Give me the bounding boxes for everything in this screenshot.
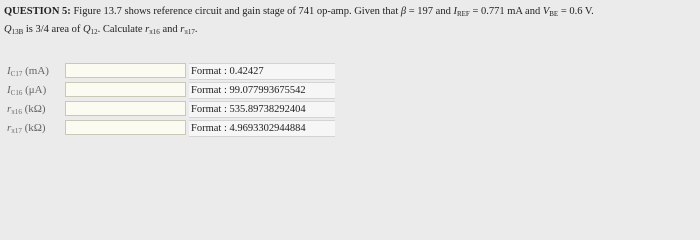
answer-label — [7, 102, 65, 120]
rpi17-symbol: r — [180, 24, 185, 35]
question-text-part: is 3/4 area of — [23, 24, 84, 35]
vbe-subscript: BE — [549, 10, 559, 18]
question-text-part: Figure 13.7 shows reference circuit and gain stage of 741 op-amp. Given that — [73, 6, 401, 17]
answer-label — [7, 64, 65, 82]
format-hint: Format : 99.077993675542 — [189, 82, 335, 99]
question-text-part: . Calculate — [97, 24, 146, 35]
question-text-part: . — [194, 24, 198, 35]
q13b-symbol: Q — [4, 24, 12, 35]
q12-subscript: 12 — [90, 28, 98, 36]
label-subscript: C16 — [10, 89, 23, 97]
answer-label — [7, 83, 65, 101]
beta-symbol: β — [400, 6, 407, 17]
answer-row-ic16 — [7, 82, 407, 99]
label-unit: (mA) — [22, 65, 49, 77]
label-symbol: I — [7, 65, 11, 77]
iref-subscript: REF — [456, 10, 470, 18]
label-subscript: C17 — [10, 70, 23, 78]
format-hint: Format : 535.89738292404 — [189, 101, 335, 118]
iref-symbol: I — [453, 6, 457, 17]
rpi16-input[interactable] — [65, 101, 186, 116]
label-unit: (μA) — [22, 84, 47, 96]
question-number: QUESTION 5: — [4, 6, 71, 17]
answer-row-rpi16 — [7, 101, 407, 118]
label-symbol: r — [7, 122, 12, 134]
question-text — [4, 4, 694, 40]
answer-row-ic17 — [7, 63, 407, 80]
vbe-symbol: V — [542, 6, 550, 17]
ic17-input[interactable] — [65, 63, 186, 78]
label-subscript: π17 — [11, 127, 22, 135]
label-unit: (kΩ) — [21, 122, 46, 134]
q12-symbol: Q — [83, 24, 91, 35]
question-text-part: = 0.771 mA and — [469, 6, 543, 17]
question-text-part: and — [159, 24, 181, 35]
answer-row-rpi17 — [7, 120, 407, 137]
question-text-part: = 197 and — [406, 6, 454, 17]
rpi16-symbol: r — [145, 24, 150, 35]
rpi16-subscript: π16 — [149, 28, 160, 36]
label-symbol: r — [7, 103, 12, 115]
question-text-part: = 0.6 V. — [558, 6, 594, 17]
rpi17-input[interactable] — [65, 120, 186, 135]
label-unit: (kΩ) — [21, 103, 46, 115]
q13b-subscript: 13B — [11, 28, 24, 36]
label-subscript: π16 — [11, 108, 22, 116]
format-hint: Format : 0.42427 — [189, 63, 335, 80]
ic16-input[interactable] — [65, 82, 186, 97]
label-symbol: I — [7, 84, 11, 96]
rpi17-subscript: π17 — [184, 28, 195, 36]
answer-label — [7, 121, 65, 139]
format-hint: Format : 4.9693302944884 — [189, 120, 335, 137]
